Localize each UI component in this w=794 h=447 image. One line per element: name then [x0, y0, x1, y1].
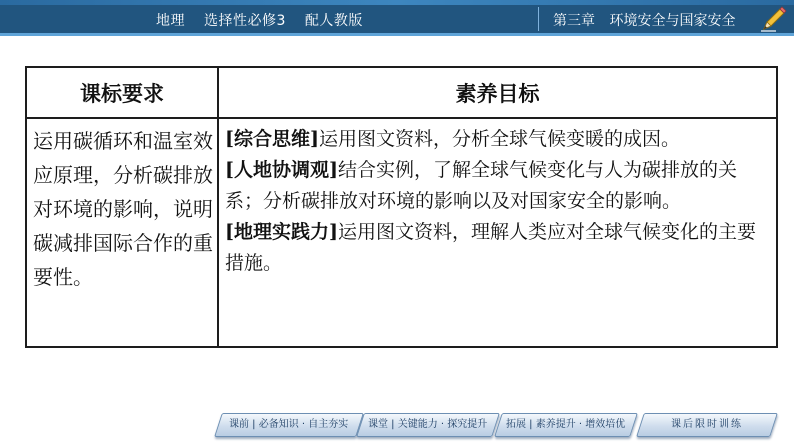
header-bottom-stripe	[0, 33, 794, 36]
nav-button-extension[interactable]	[494, 413, 638, 437]
book-info	[156, 10, 377, 30]
header-top-stripe	[0, 0, 794, 5]
goal-tag: [地理实践力]	[225, 221, 338, 243]
table-header-row	[26, 67, 777, 118]
header-bar	[0, 0, 794, 36]
chapter-title: 环境安全与国家安全	[609, 13, 736, 29]
nav-button-label: 课后限时训练	[671, 419, 743, 430]
pencil-icon	[758, 3, 788, 33]
header-separator	[538, 7, 539, 31]
nav-button-label: 拓展 | 素养提升 · 增效培优	[506, 419, 626, 430]
volume-label: 选择性必修3	[203, 13, 286, 29]
nav-button-before-class[interactable]	[214, 413, 364, 437]
subject-label: 地理	[156, 13, 185, 29]
goal-text: 运用图文资料，理解人类应对全球气候变化的主要措施。	[225, 221, 756, 274]
table-row	[26, 118, 777, 347]
goal-tag: [人地协调观]	[225, 159, 338, 181]
goal-item	[225, 155, 770, 217]
edition-label: 配人教版	[304, 13, 363, 29]
nav-button-label: 课前 | 必备知识 · 自主夯实	[229, 419, 349, 430]
goal-text: 运用图文资料，分析全球气候变暖的成因。	[318, 128, 680, 150]
standards-table	[25, 66, 778, 348]
requirement-cell: 运用碳循环和温室效应原理，分析碳排放对环境的影响，说明碳减排国际合作的重要性。	[26, 118, 218, 347]
goal-tag: [综合思维]	[225, 128, 319, 150]
goal-item	[225, 217, 770, 279]
goals-cell	[218, 118, 777, 347]
col-header-requirements: 课标要求	[26, 67, 218, 118]
nav-button-label: 课堂 | 关键能力 · 探究提升	[368, 419, 488, 430]
nav-button-after-class[interactable]	[636, 413, 778, 437]
nav-button-in-class[interactable]	[356, 413, 500, 437]
chapter-label: 第三章	[553, 13, 595, 29]
goal-item	[225, 124, 770, 155]
col-header-goals: 素养目标	[218, 67, 777, 118]
goal-text: 结合实例，了解全球气候变化与人为碳排放的关系；分析碳排放对环境的影响以及对国家安全的影响。	[225, 159, 737, 212]
chapter-info	[553, 10, 745, 30]
